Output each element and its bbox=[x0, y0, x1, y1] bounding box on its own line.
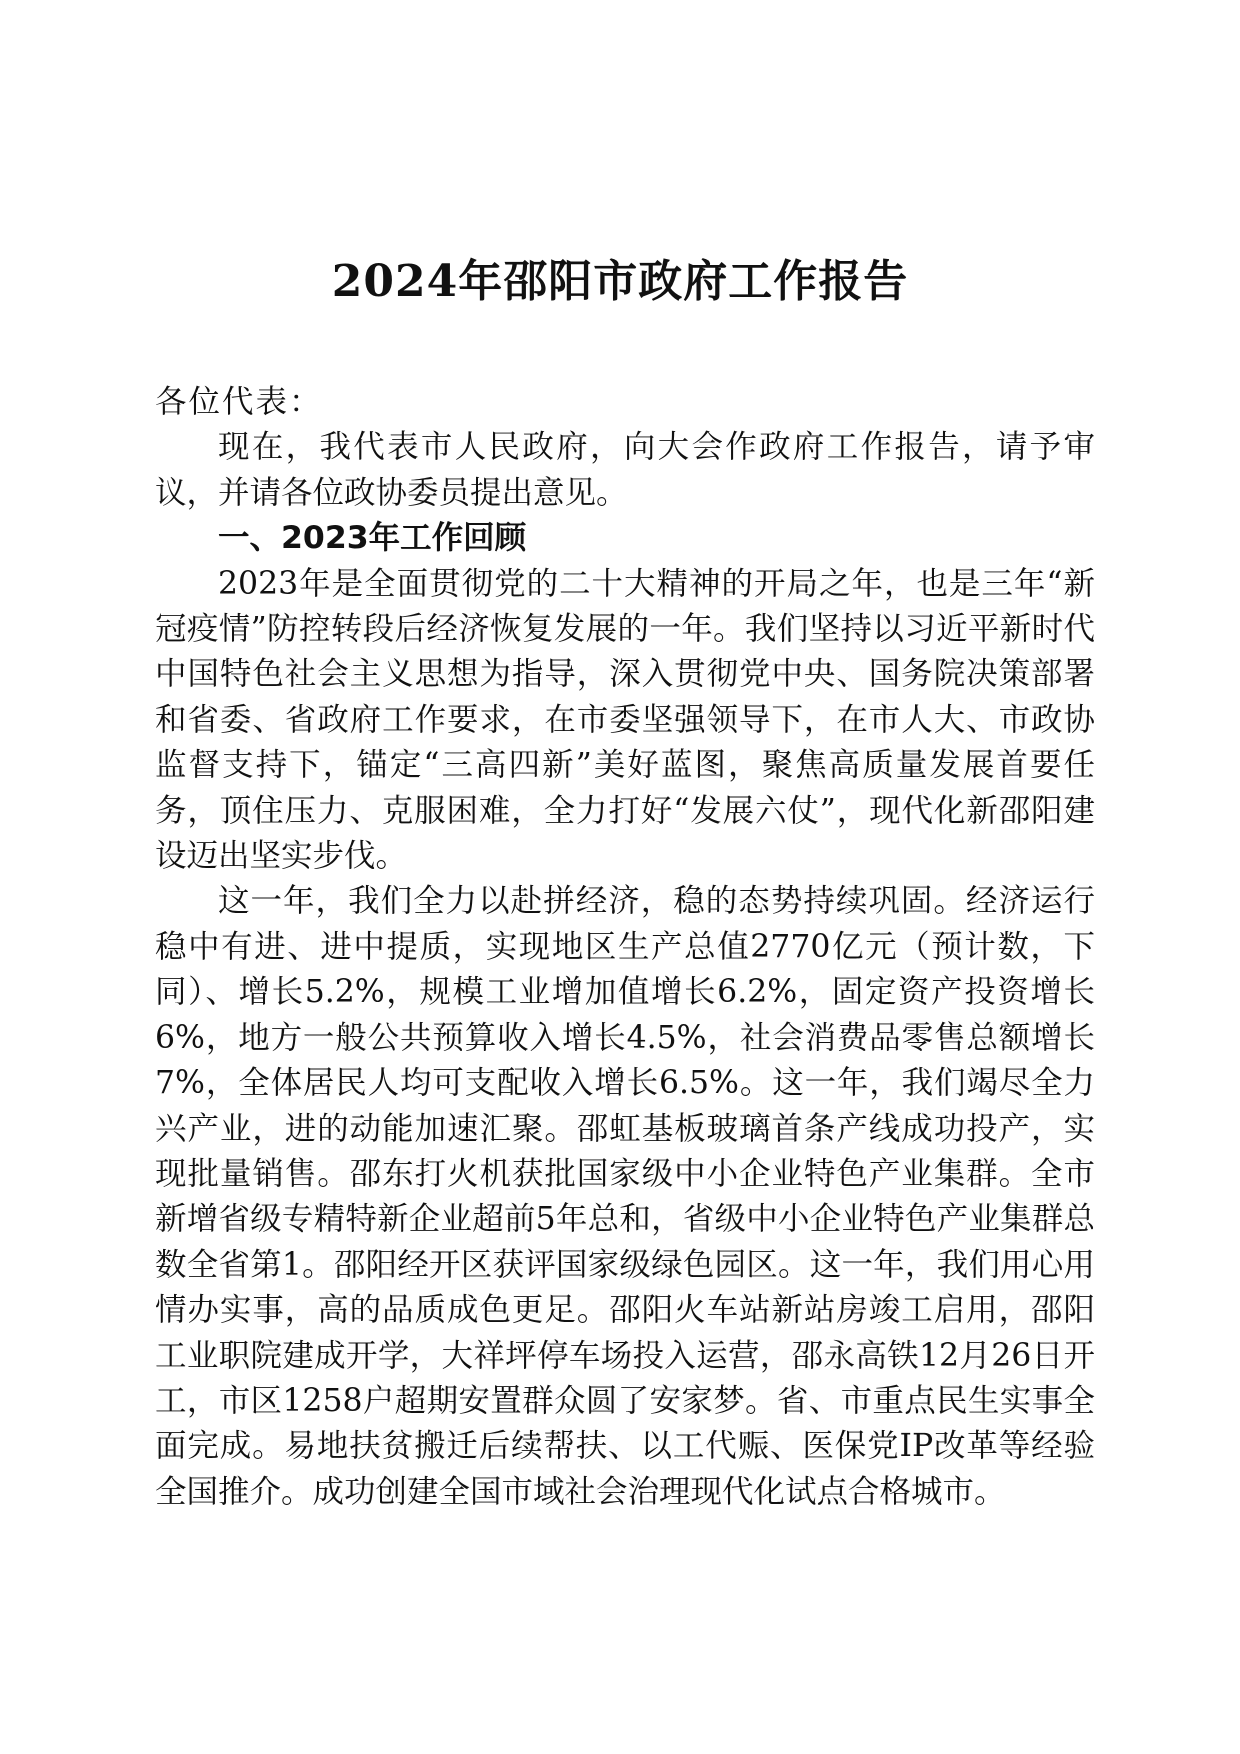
salutation: 各位代表： bbox=[155, 384, 323, 420]
intro-paragraph: 现在，我代表市人民政府，向大会作政府工作报告，请予审议，并请各位政协委员提出意见。 bbox=[155, 429, 1095, 511]
body-paragraph: 2023年是全面贯彻党的二十大精神的开局之年，也是三年“新冠疫情”防控转段后经济恢复发展的一年。我们坚持以习近平新时代中国特色社会主义思想为指导，深入贯彻党中央、国务院决策部署和省委、省政府工作要求，在市委坚强领导下，在市人大、市政协监督支持下，锚定“三高四新”美好蓝图，聚焦高质量发展首要任务，顶住压力、克服困难，全力打好“发展六仗”，现代化新邵阳建设迈出坚实步伐。 bbox=[155, 565, 1095, 875]
document-body bbox=[155, 380, 1095, 1515]
section-heading: 一、2023年工作回顾 bbox=[218, 520, 527, 557]
body-paragraph: 这一年，我们全力以赴拼经济，稳的态势持续巩固。经济运行稳中有进、进中提质，实现地区生产总值2770亿元（预计数，下同）、增长5.2%，规模工业增加值增长6.2%，固定资产投资增长6%，地方一般公共预算收入增长4.5%，社会消费品零售总额增长7%，全体居民人均可支配收入增长6.5%。这一年，我们竭尽全力兴产业，进的动能加速汇聚。邵虹基板玻璃首条产线成功投产，实现批量销售。邵东打火机获批国家级中小企业特色产业集群。全市新增省级专精特新企业超前5年总和，省级中小企业特色产业集群总数全省第1。邵阳经开区获评国家级绿色园区。这一年，我们用心用情办实事，高的品质成色更足。邵阳火车站新站房竣工启用，邵阳工业职院建成开学，大祥坪停车场投入运营，邵永高铁12月26日开工，市区1258户超期安置群众圆了安家梦。省、市重点民生实事全面完成。易地扶贫搬迁后续帮扶、以工代赈、医保党IP改革等经验全国推介。成功创建全国市域社会治理现代化试点合格城市。 bbox=[155, 883, 1095, 1510]
document-title: 2024年邵阳市政府工作报告 bbox=[331, 256, 909, 307]
